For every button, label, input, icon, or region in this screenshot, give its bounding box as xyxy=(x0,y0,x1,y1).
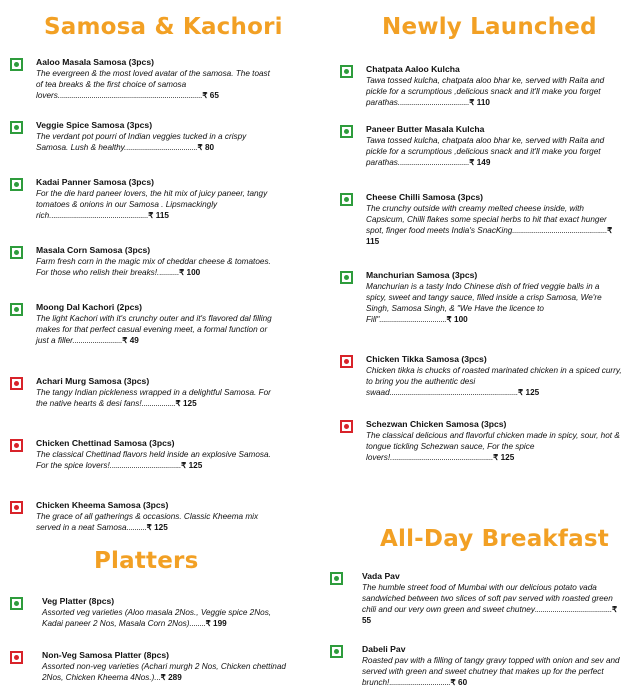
item-name: Non-Veg Samosa Platter (8pcs) xyxy=(42,650,170,660)
item-description: The grace of all gatherings & occasions. Classic Kheema mix served in a neat Samosa..........₹ 125 xyxy=(36,512,259,532)
section-title-platters: Platters xyxy=(94,548,199,574)
item-name: Moong Dal Kachori (2pcs) xyxy=(36,302,142,312)
item-description: The verdant pot pourri of Indian veggies tucked in a crispy Samosa. Lush & healthy.....................................₹ 80 xyxy=(36,132,247,152)
item-price: ₹ 125 xyxy=(493,453,515,462)
item-price: ₹ 125 xyxy=(146,523,168,532)
menu-item xyxy=(10,500,280,540)
item-description: Tawa tossed kulcha, chatpata aloo bhar ke, served with Raita and pickle for a scrumptious ,delicious snack and it'll make you forget parathas....................................₹ 110 xyxy=(366,76,605,107)
item-price: ₹ 199 xyxy=(205,619,227,628)
menu-item xyxy=(10,650,288,690)
item-name: Schezwan Chicken Samosa (3pcs) xyxy=(366,419,507,429)
item-price: ₹ 115 xyxy=(148,211,169,220)
item-description: Farm fresh corn in the magic mix of cheddar cheese & tomatoes. For those who relish their breaks!...........₹ 100 xyxy=(36,257,271,277)
menu-item xyxy=(10,376,280,416)
veg-icon xyxy=(10,246,23,259)
menu-item xyxy=(340,419,622,463)
item-price: ₹ 100 xyxy=(179,268,201,277)
section-title-samosa-kachori: Samosa & Kachori xyxy=(44,14,283,40)
item-price: ₹ 149 xyxy=(469,158,491,167)
item-description: The classical Chettinad flavors held inside an explosive Samosa. For the spice lovers!....................................₹ 125 xyxy=(36,450,271,470)
item-name: Kadai Panner Samosa (3pcs) xyxy=(36,177,154,187)
menu-item xyxy=(330,644,622,692)
section-title-breakfast: All-Day Breakfast xyxy=(380,526,609,552)
item-name: Chicken Chettinad Samosa (3pcs) xyxy=(36,438,175,448)
item-name: Vada Pav xyxy=(362,571,400,581)
veg-icon xyxy=(330,645,343,658)
item-name: Veg Platter (8pcs) xyxy=(42,596,115,606)
non-veg-icon xyxy=(340,420,353,433)
item-name: Cheese Chilli Samosa (3pcs) xyxy=(366,192,484,202)
menu-item xyxy=(340,124,622,168)
veg-icon xyxy=(10,121,23,134)
veg-icon xyxy=(340,271,353,284)
item-name: Dabeli Pav xyxy=(362,644,406,654)
item-price: ₹ 60 xyxy=(450,678,468,687)
item-description: Roasted pav with a filling of tangy gravy topped with onion and sev and served with green and sweet chutney that makes up for the perfect brunch!...............................₹ 60 xyxy=(362,656,620,687)
item-price: ₹ 125 xyxy=(175,399,197,408)
non-veg-icon xyxy=(340,355,353,368)
item-description: The tangy Indian pickleness wrapped in a delightful Samosa. For the native hearts & desi fans!.................₹ 125 xyxy=(36,388,271,408)
non-veg-icon xyxy=(10,651,23,664)
menu-item xyxy=(10,596,285,636)
item-price: ₹ 110 xyxy=(469,98,490,107)
item-price: ₹ 125 xyxy=(518,388,540,397)
menu-item xyxy=(340,270,622,325)
item-price: ₹ 115 xyxy=(366,226,613,246)
item-name: Chicken Kheema Samosa (3pcs) xyxy=(36,500,169,510)
item-price: ₹ 125 xyxy=(181,461,203,470)
veg-icon xyxy=(340,125,353,138)
item-description: Manchurian is a tasty Indo Chinese dish of fried veggie balls in a spicy, sweet and tangy sauce, filled inside a crisp Samosa, We're Singh, Samosa Singh, & "We Have the licence to Fill"..................................₹ 100 xyxy=(366,282,602,324)
item-description: The classical delicious and flavorful chicken made in spicy, sour, hot & tongue tickling Schezwan sauce, For the spice lovers!....................................................₹ 125 xyxy=(366,431,620,462)
non-veg-icon xyxy=(10,501,23,514)
item-price: ₹ 289 xyxy=(160,673,182,682)
item-name: Paneer Butter Masala Kulcha xyxy=(366,124,485,134)
veg-icon xyxy=(340,193,353,206)
veg-icon xyxy=(330,572,343,585)
veg-icon xyxy=(10,303,23,316)
menu-item xyxy=(340,64,622,108)
item-description: Assorted veg varieties (Aloo masala 2Nos., Veggie spice 2Nos, Kadai paneer 2 Nos, Masala Corn 2Nos)........₹ 199 xyxy=(42,608,272,628)
veg-icon xyxy=(340,65,353,78)
item-description: The humble street food of Mumbai with our delicious potato vada sandwiched between two slices of soft pav served with roasted green chili and our very own green and sweet chutney.......................................₹ 55 xyxy=(362,583,618,625)
item-description: Chicken tikka is chucks of roasted marinated chicken in a spiced curry, to bring you the authentic desi swaad.................................................................₹ 125 xyxy=(366,366,622,397)
menu-item xyxy=(340,354,622,398)
item-name: Masala Corn Samosa (3pcs) xyxy=(36,245,151,255)
menu-item xyxy=(10,438,280,478)
veg-icon xyxy=(10,178,23,191)
item-name: Chicken Tikka Samosa (3pcs) xyxy=(366,354,487,364)
veg-icon xyxy=(10,597,23,610)
menu-item xyxy=(10,245,278,285)
item-price: ₹ 100 xyxy=(446,315,468,324)
section-title-newly-launched: Newly Launched xyxy=(382,14,597,40)
item-price: ₹ 65 xyxy=(202,91,219,100)
item-description: The light Kachori with it's crunchy outer and it's flavored dal filling makes for that perfect casual evening meet, a formal function or just a filler.........................₹ 49 xyxy=(36,314,272,345)
menu-item xyxy=(340,192,622,247)
menu-item xyxy=(330,571,622,626)
non-veg-icon xyxy=(10,377,23,390)
menu-item xyxy=(10,177,278,227)
item-price: ₹ 80 xyxy=(197,143,215,152)
item-name: Achari Murg Samosa (3pcs) xyxy=(36,376,150,386)
item-description: For the die hard paneer lovers, the hit mix of juicy paneer, tangy tomatoes & onions in our Samosa . Lipsmackingly rich..................................................₹ 115 xyxy=(36,189,268,220)
menu-item xyxy=(10,302,280,352)
item-price: ₹ 55 xyxy=(362,605,618,625)
menu-item xyxy=(10,120,278,160)
item-description: Assorted non-veg varieties (Achari murgh 2 Nos, Chicken chettinad 2Nos, Chicken Kheema 4Nos.)...₹ 289 xyxy=(42,662,286,682)
item-description: Tawa tossed kulcha, chatpata aloo bhar ke, served with Raita and pickle for a scrumptious ,delicious snack and it'll make you forget parathas....................................₹ 149 xyxy=(366,136,605,167)
item-description: The crunchy outside with creamy melted cheese inside, with Capsicum, Chilli flakes some special herbs to hit that exact hunger spot, finger food meets India's SnacKing................................................₹ 115 xyxy=(366,204,613,246)
item-price: ₹ 49 xyxy=(122,336,139,345)
item-name: Aaloo Masala Samosa (3pcs) xyxy=(36,57,154,67)
menu-item xyxy=(10,57,278,107)
veg-icon xyxy=(10,58,23,71)
item-name: Chatpata Aaloo Kulcha xyxy=(366,64,460,74)
item-description: The evergreen & the most loved avatar of the samosa. The toast of tea breaks & the first choice of samosa lovers.........................................................................₹ 65 xyxy=(36,69,270,100)
non-veg-icon xyxy=(10,439,23,452)
item-name: Manchurian Samosa (3pcs) xyxy=(366,270,478,280)
item-name: Veggie Spice Samosa (3pcs) xyxy=(36,120,153,130)
